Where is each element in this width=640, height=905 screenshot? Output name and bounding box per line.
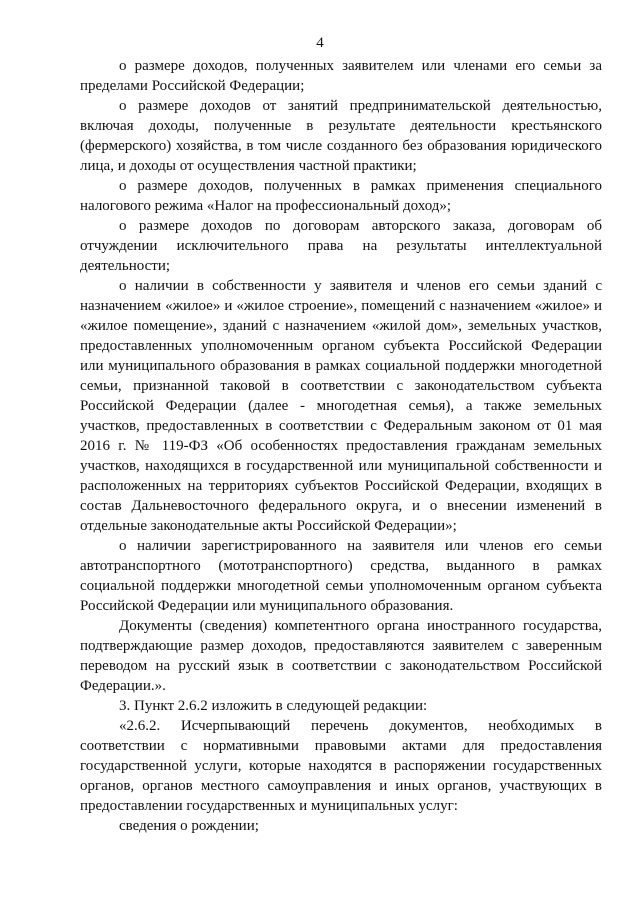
paragraph-birth-info: сведения о рождении; <box>119 818 259 834</box>
paragraph-income-abroad: о размере доходов, полученных заявителем или членами его семьи за пределами Российской Федерации; <box>80 58 602 94</box>
paragraph-foreign-documents: Документы (сведения) компетентного органа иностранного государства, подтверждающие размер доходов, предоставляются заявителем с заверенным переводом на русский язык в соответствии с законодательством Российской Федерации.». <box>80 618 602 694</box>
paragraph-business-income: о размере доходов от занятий предпринимательской деятельностью, включая доходы, полученные в результате деятельности крестьянского (фермерского) хозяйства, в том числе созданного без образования юридического лица, и доходы от осуществления частной практики; <box>80 98 602 174</box>
paragraph-item-2-6-2: «2.6.2. Исчерпывающий перечень документов, необходимых в соответствии с нормативными правовыми актами для предоставления государственной услуги, которые находятся в распоряжении государственных органов, органов местного самоуправления и иных органов, участвующих в предоставлении государственных и муниципальных услуг: <box>80 718 602 814</box>
document-body <box>80 56 602 836</box>
paragraph-property-ownership: о наличии в собственности у заявителя и членов его семьи зданий с назначением «жилое» и «жилое строение», помещений с назначением «жилое» и «жилое помещение», зданий с назначением «жилой дом», земельных участков, предоставленных уполномоченным органом субъекта Российской Федерации или муниципального образования в рамках социальной поддержки многодетной семьи, признанной таковой в соответствии с законодательством субъекта Российской Федерации (далее - многодетная семья), а также земельных участков, предоставленных в соответствии с Федеральным законом от 01 мая 2016 г. № 119-ФЗ «Об особенностях предоставления гражданам земельных участков, находящихся в государственной или муниципальной собственности и расположенных на территориях субъектов Российской Федерации, входящих в состав Дальневосточного федерального округа, и о внесении изменений в отдельные законодательные акты Российской Федерации»; <box>80 278 602 534</box>
paragraph-vehicle-ownership: о наличии зарегистрированного на заявителя или членов его семьи автотранспортного (мототранспортного) средства, выданного в рамках социальной поддержки многодетной семьи уполномоченным органом субъекта Российской Федерации или муниципального образования. <box>80 538 602 614</box>
paragraph-copyright-income: о размере доходов по договорам авторского заказа, договорам об отчуждении исключительного права на результаты интеллектуальной деятельности; <box>80 218 602 274</box>
page-number: 4 <box>316 35 324 51</box>
paragraph-item-3: 3. Пункт 2.6.2 изложить в следующей редакции: <box>119 698 428 714</box>
paragraph-professional-tax-income: о размере доходов, полученных в рамках применения специального налогового режима «Налог на профессиональный доход»; <box>80 178 602 214</box>
